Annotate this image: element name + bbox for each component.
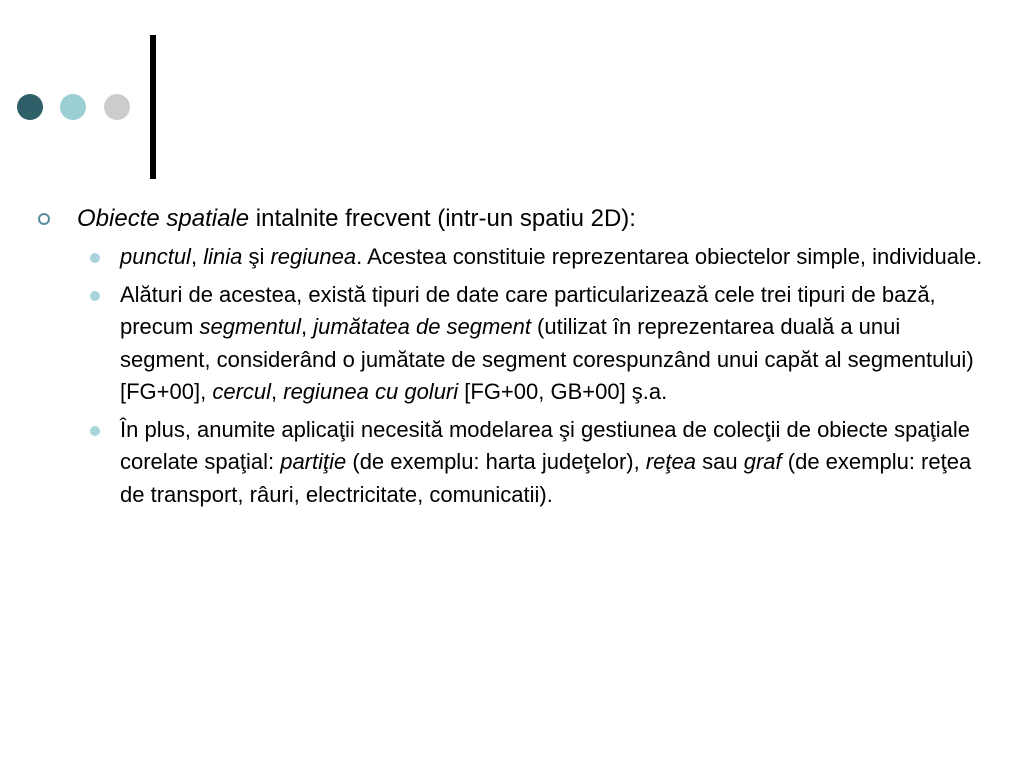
decorative-dot-dark [17,94,43,120]
decorative-dot-gray [104,94,130,120]
text-fragment: . Acestea constituie reprezentarea obiectelor simple, individuale. [356,244,983,269]
slide-content [38,203,988,516]
term-jumatatea-de-segment: jumătatea de segment [313,314,531,339]
main-bullet-text: intalnite frecvent (intr-un spatiu 2D): [249,205,636,232]
text-fragment: (de exemplu: reţea de transport, râuri, electricitate, comunicatii). [120,449,972,507]
text-fragment: (utilizat în reprezentarea duală a unui segment, considerând o jumătate de segment corespunzând unui capăt al segmentului) [FG+00], [120,314,974,404]
term-retea: reţea [645,449,697,474]
title-divider-line [150,35,156,179]
main-bullet [38,203,988,235]
term-regiunea-cu-goluri: regiunea cu goluri [283,379,459,404]
sub-bullet-collections [38,414,988,512]
term-linia: linia [203,244,243,269]
dot-bullet-icon [90,426,100,436]
main-bullet-term: Obiecte spatiale [77,205,250,232]
dot-bullet-icon [90,291,100,301]
term-partitie: partiţie [280,449,347,474]
text-fragment: [FG+00, GB+00] ş.a. [458,379,668,404]
text-fragment: , [190,244,204,269]
text-fragment: Alături de acestea, există tipuri de date care particularizează cele trei tipuri de bază, precum [120,281,936,339]
term-punctul: punctul [120,244,191,269]
decorative-dot-light-teal [60,94,86,120]
text-fragment: În plus, anumite aplicaţii necesită modelarea şi gestiunea de colecţii de obiecte spaţiale corelate spaţial: [120,416,970,474]
text-fragment: şi [242,244,271,269]
text-fragment: (de exemplu: harta judeţelor), [346,449,646,474]
term-cercul: cercul [212,379,272,404]
sub-bullet-list [38,241,988,511]
dot-bullet-icon [90,253,100,263]
term-graf: graf [743,449,782,474]
text-fragment: sau [696,449,744,474]
term-segmentul: segmentul [199,314,301,339]
term-regiunea: regiunea [270,244,357,269]
sub-bullet-derived-types [38,279,988,409]
text-fragment: , [301,314,314,339]
ring-bullet-icon [38,213,50,225]
text-fragment: , [271,379,284,404]
sub-bullet-basic-types [38,241,988,274]
